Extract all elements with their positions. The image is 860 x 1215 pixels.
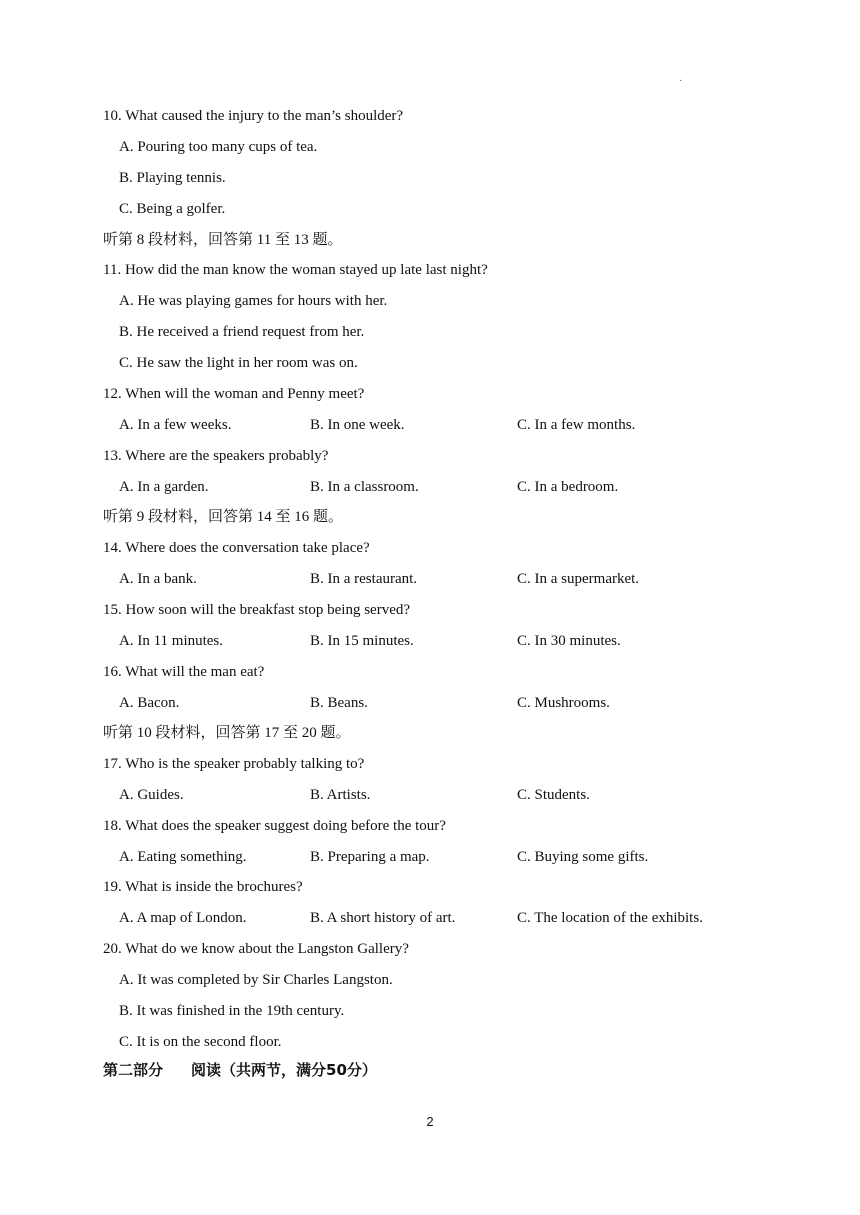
q20-option-c: C. It is on the second floor. — [119, 1034, 282, 1050]
q16-option-c: C. Mushrooms. — [517, 695, 610, 711]
question-10: 10. What caused the injury to the man’s shoulder? — [103, 108, 404, 124]
part-two-heading — [103, 1060, 377, 1080]
q19-option-a: A. A map of London. — [119, 910, 247, 926]
q14-option-c: C. In a supermarket. — [517, 571, 640, 587]
q14-option-a: A. In a bank. — [119, 571, 197, 587]
part-two-title: 阅读（共两节，满分50分） — [191, 1061, 377, 1079]
q13-option-c: C. In a bedroom. — [517, 479, 619, 495]
question-12: 12. When will the woman and Penny meet? — [103, 386, 365, 402]
q20-option-a: A. It was completed by Sir Charles Langston. — [119, 972, 393, 988]
section-9-instruction: 听第 9 段材料，回答第 14 至 16 题。 — [103, 509, 344, 525]
q12-option-b: B. In one week. — [310, 417, 405, 433]
q16-option-b: B. Beans. — [310, 695, 368, 711]
q10-option-b: B. Playing tennis. — [119, 170, 226, 186]
question-17: 17. Who is the speaker probably talking to? — [103, 756, 365, 772]
q17-option-c: C. Students. — [517, 787, 590, 803]
q18-option-a: A. Eating something. — [119, 849, 247, 865]
question-11: 11. How did the man know the woman stayed up late last night? — [103, 262, 488, 278]
q19-option-c: C. The location of the exhibits. — [517, 910, 703, 926]
question-13: 13. Where are the speakers probably? — [103, 448, 329, 464]
q20-option-b: B. It was finished in the 19th century. — [119, 1003, 345, 1019]
q11-option-c: C. He saw the light in her room was on. — [119, 355, 358, 371]
part-two-label: 第二部分 — [103, 1061, 164, 1079]
question-19: 19. What is inside the brochures? — [103, 879, 303, 895]
q12-option-c: C. In a few months. — [517, 417, 636, 433]
q10-option-c: C. Being a golfer. — [119, 201, 226, 217]
page-number: 2 — [426, 1114, 434, 1129]
question-18: 18. What does the speaker suggest doing before the tour? — [103, 818, 446, 834]
question-20: 20. What do we know about the Langston Gallery? — [103, 941, 409, 957]
q18-option-c: C. Buying some gifts. — [517, 849, 649, 865]
q10-option-a: A. Pouring too many cups of tea. — [119, 139, 318, 155]
q19-option-b: B. A short history of art. — [310, 910, 456, 926]
q11-option-b: B. He received a friend request from her. — [119, 324, 365, 340]
section-10-instruction: 听第 10 段材料，回答第 17 至 20 题。 — [103, 725, 351, 741]
q14-option-b: B. In a restaurant. — [310, 571, 418, 587]
q15-option-b: B. In 15 minutes. — [310, 633, 414, 649]
question-15: 15. How soon will the breakfast stop being served? — [103, 602, 411, 618]
q12-option-a: A. In a few weeks. — [119, 417, 232, 433]
section-8-instruction: 听第 8 段材料，回答第 11 至 13 题。 — [103, 232, 343, 248]
q13-option-a: A. In a garden. — [119, 479, 209, 495]
q16-option-a: A. Bacon. — [119, 695, 180, 711]
q17-option-a: A. Guides. — [119, 787, 184, 803]
stray-mark: · — [679, 76, 683, 87]
q11-option-a: A. He was playing games for hours with her. — [119, 293, 388, 309]
question-14: 14. Where does the conversation take place? — [103, 540, 370, 556]
q13-option-b: B. In a classroom. — [310, 479, 419, 495]
q18-option-b: B. Preparing a map. — [310, 849, 430, 865]
q15-option-a: A. In 11 minutes. — [119, 633, 224, 649]
q17-option-b: B. Artists. — [310, 787, 371, 803]
q15-option-c: C. In 30 minutes. — [517, 633, 621, 649]
question-16: 16. What will the man eat? — [103, 664, 265, 680]
